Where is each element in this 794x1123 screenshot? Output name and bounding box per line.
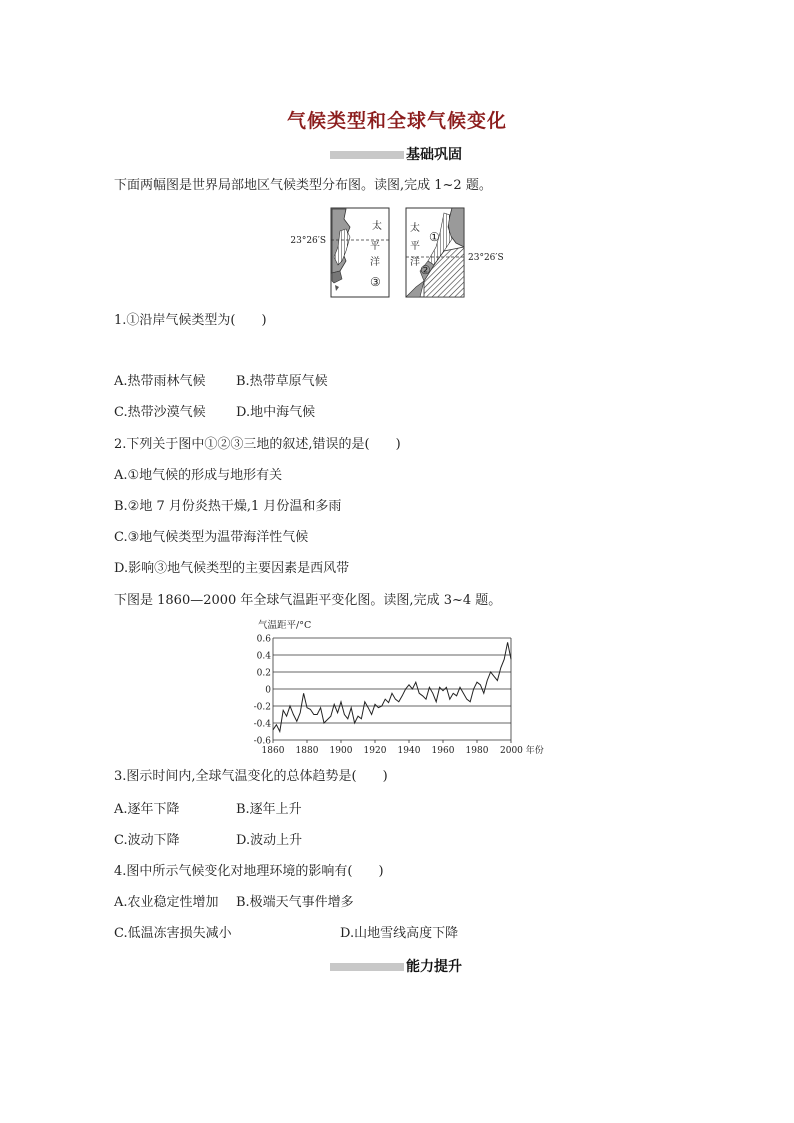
intro-chart: 下图是 1860—2000 年全球气温距平变化图。读图,完成 3~4 题。 <box>114 593 502 608</box>
left-map-lat-label: 23°26′S <box>290 236 326 246</box>
climate-maps-figure <box>284 207 524 299</box>
series-line-temperature <box>273 642 511 731</box>
x-tick-label: 1900 <box>329 746 353 756</box>
x-tick-label: 1880 <box>295 746 319 756</box>
right-map-lat-label: 23°26′S <box>468 253 504 263</box>
y-tick-label: -0.2 <box>253 702 271 713</box>
y-tick-label: 0.4 <box>256 651 271 662</box>
left-map-mark: ③ <box>370 275 381 289</box>
y-tick-label: 0.2 <box>256 668 271 679</box>
y-tick-label: 0 <box>265 685 271 696</box>
intro-maps: 下面两幅图是世界局部地区气候类型分布图。读图,完成 1~2 题。 <box>114 178 492 193</box>
q1-option-d[interactable]: D.地中海气候 <box>236 405 316 420</box>
q3-option-b[interactable]: B.逐年上升 <box>236 802 302 817</box>
q3-option-c[interactable]: C.波动下降 <box>114 833 180 848</box>
q4-option-d[interactable]: D.山地雪线高度下降 <box>340 926 459 941</box>
chart-grid <box>273 638 511 740</box>
q3-option-a[interactable]: A.逐年下降 <box>114 802 180 817</box>
page-title: 气候类型和全球气候变化 <box>286 110 507 132</box>
y-tick-label: -0.4 <box>253 719 271 730</box>
chart-yticks <box>254 635 272 747</box>
x-tick-label: 1940 <box>397 746 421 756</box>
svg-text:洋: 洋 <box>410 257 420 268</box>
x-tick-label: 1980 <box>465 746 489 756</box>
y-tick-label: 0.6 <box>256 634 271 645</box>
left-map <box>290 208 389 297</box>
q1-option-a[interactable]: A.热带雨林气候 <box>114 374 206 389</box>
chart-ylabel: 气温距平/°C <box>258 620 312 631</box>
q2-option-a[interactable]: A.①地气候的形成与地形有关 <box>114 468 283 483</box>
question-4-stem: 4.图中所示气候变化对地理环境的影响有( ) <box>114 864 384 879</box>
chart-xticks <box>262 740 544 756</box>
q1-option-b[interactable]: B.热带草原气候 <box>236 374 328 389</box>
q4-option-c[interactable]: C.低温冻害损失减小 <box>114 926 232 941</box>
q2-option-b[interactable]: B.②地 7 月份炎热干燥,1 月份温和多雨 <box>114 499 342 514</box>
svg-text:太: 太 <box>372 221 382 232</box>
svg-text:平: 平 <box>370 241 380 252</box>
q2-option-d[interactable]: D.影响③地气候类型的主要因素是西风带 <box>114 561 350 576</box>
x-tick-label: 2000 年份 <box>500 746 544 756</box>
q2-option-c[interactable]: C.③地气候类型为温带海洋性气候 <box>114 530 309 545</box>
question-2-stem: 2.下列关于图中①②③三地的叙述,错误的是( ) <box>114 437 401 452</box>
right-map-mark-1: ① <box>429 230 440 244</box>
svg-text:洋: 洋 <box>370 257 380 268</box>
q1-option-c[interactable]: C.热带沙漠气候 <box>114 405 206 420</box>
svg-text:太: 太 <box>410 223 420 234</box>
temperature-anomaly-chart <box>250 617 560 760</box>
y-tick-label: -0.6 <box>253 736 271 747</box>
q4-option-a[interactable]: A.农业稳定性增加 <box>114 895 219 910</box>
x-tick-label: 1960 <box>431 746 455 756</box>
question-1-stem: 1.①沿岸气候类型为( ) <box>114 313 267 328</box>
x-tick-label: 1860 <box>261 746 285 756</box>
section-bar <box>330 151 404 159</box>
right-map <box>406 208 504 297</box>
q4-option-b[interactable]: B.极端天气事件增多 <box>236 895 354 910</box>
question-3-stem: 3.图示时间内,全球气温变化的总体趋势是( ) <box>114 769 388 784</box>
section-label: 基础巩固 <box>406 147 462 163</box>
section-label: 能力提升 <box>406 959 462 975</box>
right-map-mark-2: ② <box>420 263 431 277</box>
section-bar <box>330 963 404 971</box>
q3-option-d[interactable]: D.波动上升 <box>236 833 303 848</box>
svg-text:平: 平 <box>410 241 420 252</box>
x-tick-label: 1920 <box>363 746 387 756</box>
